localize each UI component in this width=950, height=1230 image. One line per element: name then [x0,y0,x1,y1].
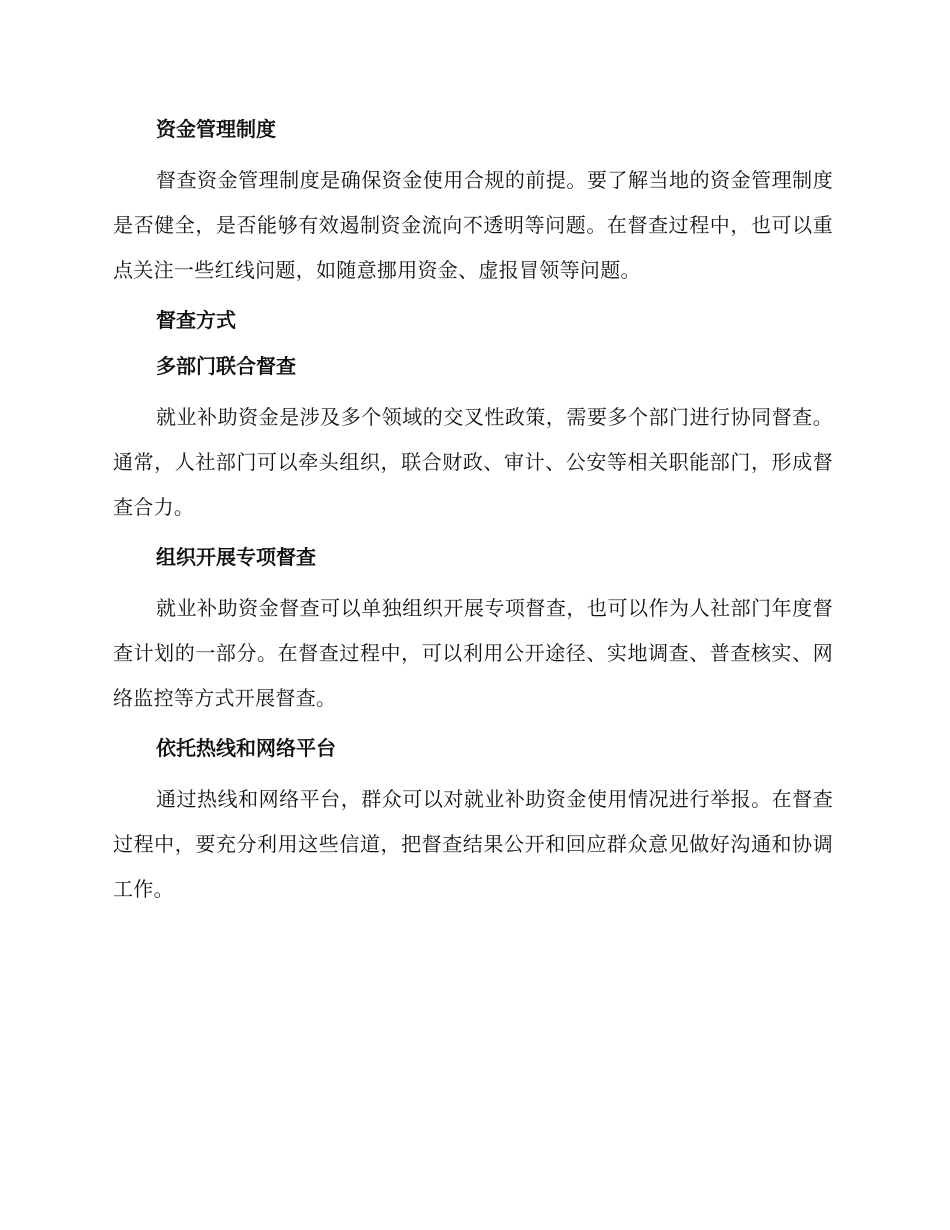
document-page [113,112,833,922]
section-paragraph-special-inspection: 就业补助资金督查可以单独组织开展专项督查，也可以作为人社部门年度督查计划的一部分。在督查过程中，可以利用公开途径、实地调查、普查核实、网络监控等方式开展督查。 [113,596,833,710]
section-paragraph-hotline-platform: 通过热线和网络平台，群众可以对就业补助资金使用情况进行举报。在督查过程中，要充分利用这些信道，把督查结果公开和回应群众意见做好沟通和协调工作。 [113,787,833,901]
section-paragraph-fund-management: 督查资金管理制度是确保资金使用合规的前提。要了解当地的资金管理制度是否健全，是否能够有效遏制资金流向不透明等问题。在督查过程中，也可以重点关注一些红线问题，如随意挪用资金、虚报冒领等问题。 [113,168,833,282]
section-heading-special-inspection: 组织开展专项督查 [156,545,316,569]
section-heading-joint-inspection: 多部门联合督查 [156,354,296,378]
section-heading-inspection-methods: 督查方式 [156,308,236,332]
section-paragraph-joint-inspection: 就业补助资金是涉及多个领域的交叉性政策，需要多个部门进行协同督查。通常，人社部门可以牵头组织，联合财政、审计、公安等相关职能部门，形成督查合力。 [113,405,833,519]
section-heading-fund-management: 资金管理制度 [156,117,276,141]
section-heading-hotline-platform: 依托热线和网络平台 [156,736,336,760]
